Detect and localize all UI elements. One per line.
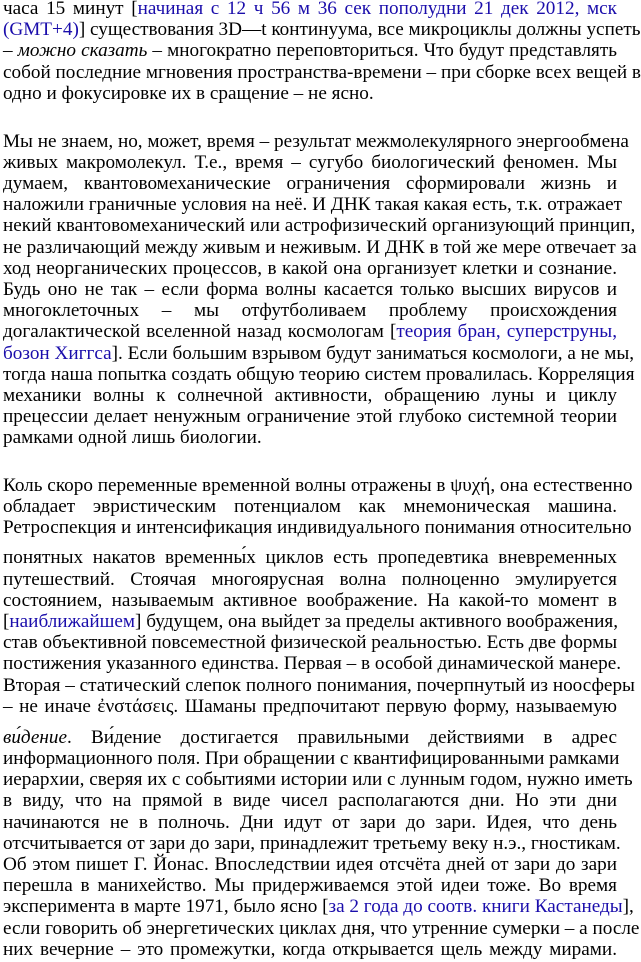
text-line: [3, 695, 617, 719]
reference-link[interactable]: теория бран, суперструны,: [396, 321, 617, 342]
text-line: [3, 789, 617, 813]
reference-link[interactable]: за 2 года до соотв. книги Кастанеды: [328, 896, 623, 917]
text-span: ],: [622, 896, 634, 917]
text-span: Коль скоро переменные временной волны отражены в ψυχή, она естественно: [3, 475, 633, 496]
text-span: живых макромолекул. Т.е., время – сугубо биологический феномен. Мы: [3, 152, 617, 173]
text-span: Ретроспекция и интенсификация индивидуального понимания относительно: [3, 517, 632, 538]
text-line: [3, 895, 634, 919]
text-span: отсчитывается от зари до зари, принадлежит третьему веку н.э., гностикам.: [3, 833, 621, 854]
text-span: обладает эвристическим потенциалом как мнемоническая машина.: [3, 496, 617, 517]
text-span: ход неорганических процессов, в какой она организует клетки и сознание.: [3, 258, 617, 279]
text-span: ]. Если большим взрывом будут заниматься космологи, а не мы,: [111, 343, 635, 364]
text-span: эксперимента в марте 1971, было ясно [: [3, 896, 329, 917]
text-line: [3, 82, 617, 106]
text-span: путешествий. Стоячая многоярусная волна полноценно эмулируется: [3, 569, 617, 590]
text-span: них вечерние – это промежутки, когда открывается щель между мирами.: [3, 939, 617, 960]
text-span: . Ви́дение достигается правильными действиями в адрес: [67, 727, 617, 748]
text-span: не различающий между живым и неживым. И ДНК в той же мере отвечает за: [3, 237, 637, 258]
text-span: [: [3, 611, 10, 632]
text-line: [3, 652, 622, 676]
emphasis-text: ви́дение: [3, 727, 68, 748]
text-line: [3, 938, 617, 962]
text-line: [3, 516, 632, 540]
text-span: Вторая – статический слепок полного понимания, почерпнутый из ноосферы: [3, 675, 635, 696]
text-span: некий квантовомеханический или астрофизический организующий принцип,: [3, 215, 636, 236]
text-span: иерархии, сверяя их с событиями истории или с лунным годом, нужно иметь: [3, 769, 633, 790]
reference-link[interactable]: бозон Хиггса: [3, 343, 112, 364]
text-span: ] существования 3D—t континуума, все микроциклы должны успеть: [78, 19, 641, 40]
reference-link[interactable]: начиная с 12 ч 56 м 36 сек пополудни 21 дек 2012, мск: [137, 0, 617, 19]
text-span: в виду, что на прямой в виде чисел располагаются дни. Но эти дни: [3, 790, 617, 811]
reference-link[interactable]: (GMT+4): [3, 19, 79, 40]
text-span: став объективной повсеместной физической реальностью. Есть две формы: [3, 632, 618, 653]
emphasis-text: можно сказать: [17, 40, 148, 61]
text-span: прецессии делает ненужным ограничение этой глубоко системной теории: [3, 406, 617, 427]
reference-link[interactable]: наиближайшем: [9, 611, 136, 632]
text-line: [3, 214, 636, 238]
text-line: [3, 39, 617, 63]
text-span: собой последние мгновения пространства-времени – при сборке всех вещей в: [3, 62, 641, 83]
text-span: информационного поля. При обращении с квантифицированными рамками: [3, 748, 620, 769]
text-span: – не иначе ἐνστάσεις. Шаманы предпочитают первую форму, называемую: [3, 696, 617, 717]
text-span: тогда наша попытка создать общую теорию систем провалилась. Корреляция: [3, 364, 635, 385]
text-span: рамками одной лишь биологии.: [3, 427, 262, 448]
text-span: если говорить об энергетических циклах дня, что утренние сумерки – а после: [3, 918, 640, 939]
text-span: ] будущем, она выйдет за пределы активного воображения,: [135, 611, 619, 632]
text-span: многоклеточных – мы отфутболиваем проблему происхождения: [3, 300, 617, 321]
text-span: состоянием, называемым активное воображение. На какой-то момент в: [3, 590, 617, 611]
text-span: одно и фокусировке их в сращение – не ясно.: [3, 83, 374, 104]
text-span: постижения указанного единства. Первая – в особой динамической манере.: [3, 653, 622, 674]
text-span: думаем, квантовомеханические ограничения сформировали жизнь и: [3, 173, 617, 194]
text-span: Об этом пишет Г. Йонас. Впоследствии идея отсчёта дней от зари до зари: [3, 854, 617, 875]
text-line: [3, 426, 617, 450]
text-line: [3, 546, 617, 570]
text-span: механики волны к солнечной активности, обращению луны и циклу: [3, 385, 617, 406]
text-span: Мы не знаем, но, может, время – результат межмолекулярного энергообмена: [3, 131, 629, 152]
text-line: [3, 320, 617, 344]
text-span: догалактической вселенной назад космологам [: [3, 321, 397, 342]
text-span: наложили граничные условия на неё. И ДНК такая какая есть, т.к. отражает: [3, 194, 623, 215]
text-span: часа 15 минут [: [3, 0, 138, 19]
text-span: Будь оно не так – если форма волны касается только высших вирусов и: [3, 279, 617, 300]
text-span: понятных накатов временны́х циклов есть пропедевтика вневременных: [3, 547, 617, 568]
text-span: начинаются не в полночь. Дни идут от зари до зари. Идея, что день: [3, 812, 617, 833]
text-span: –: [3, 40, 18, 61]
text-span: перешла в манихейство. Мы придерживаемся этой идеи тоже. Во время: [3, 875, 617, 896]
text-span: – многократно переповториться. Что будут представлять: [147, 40, 617, 61]
